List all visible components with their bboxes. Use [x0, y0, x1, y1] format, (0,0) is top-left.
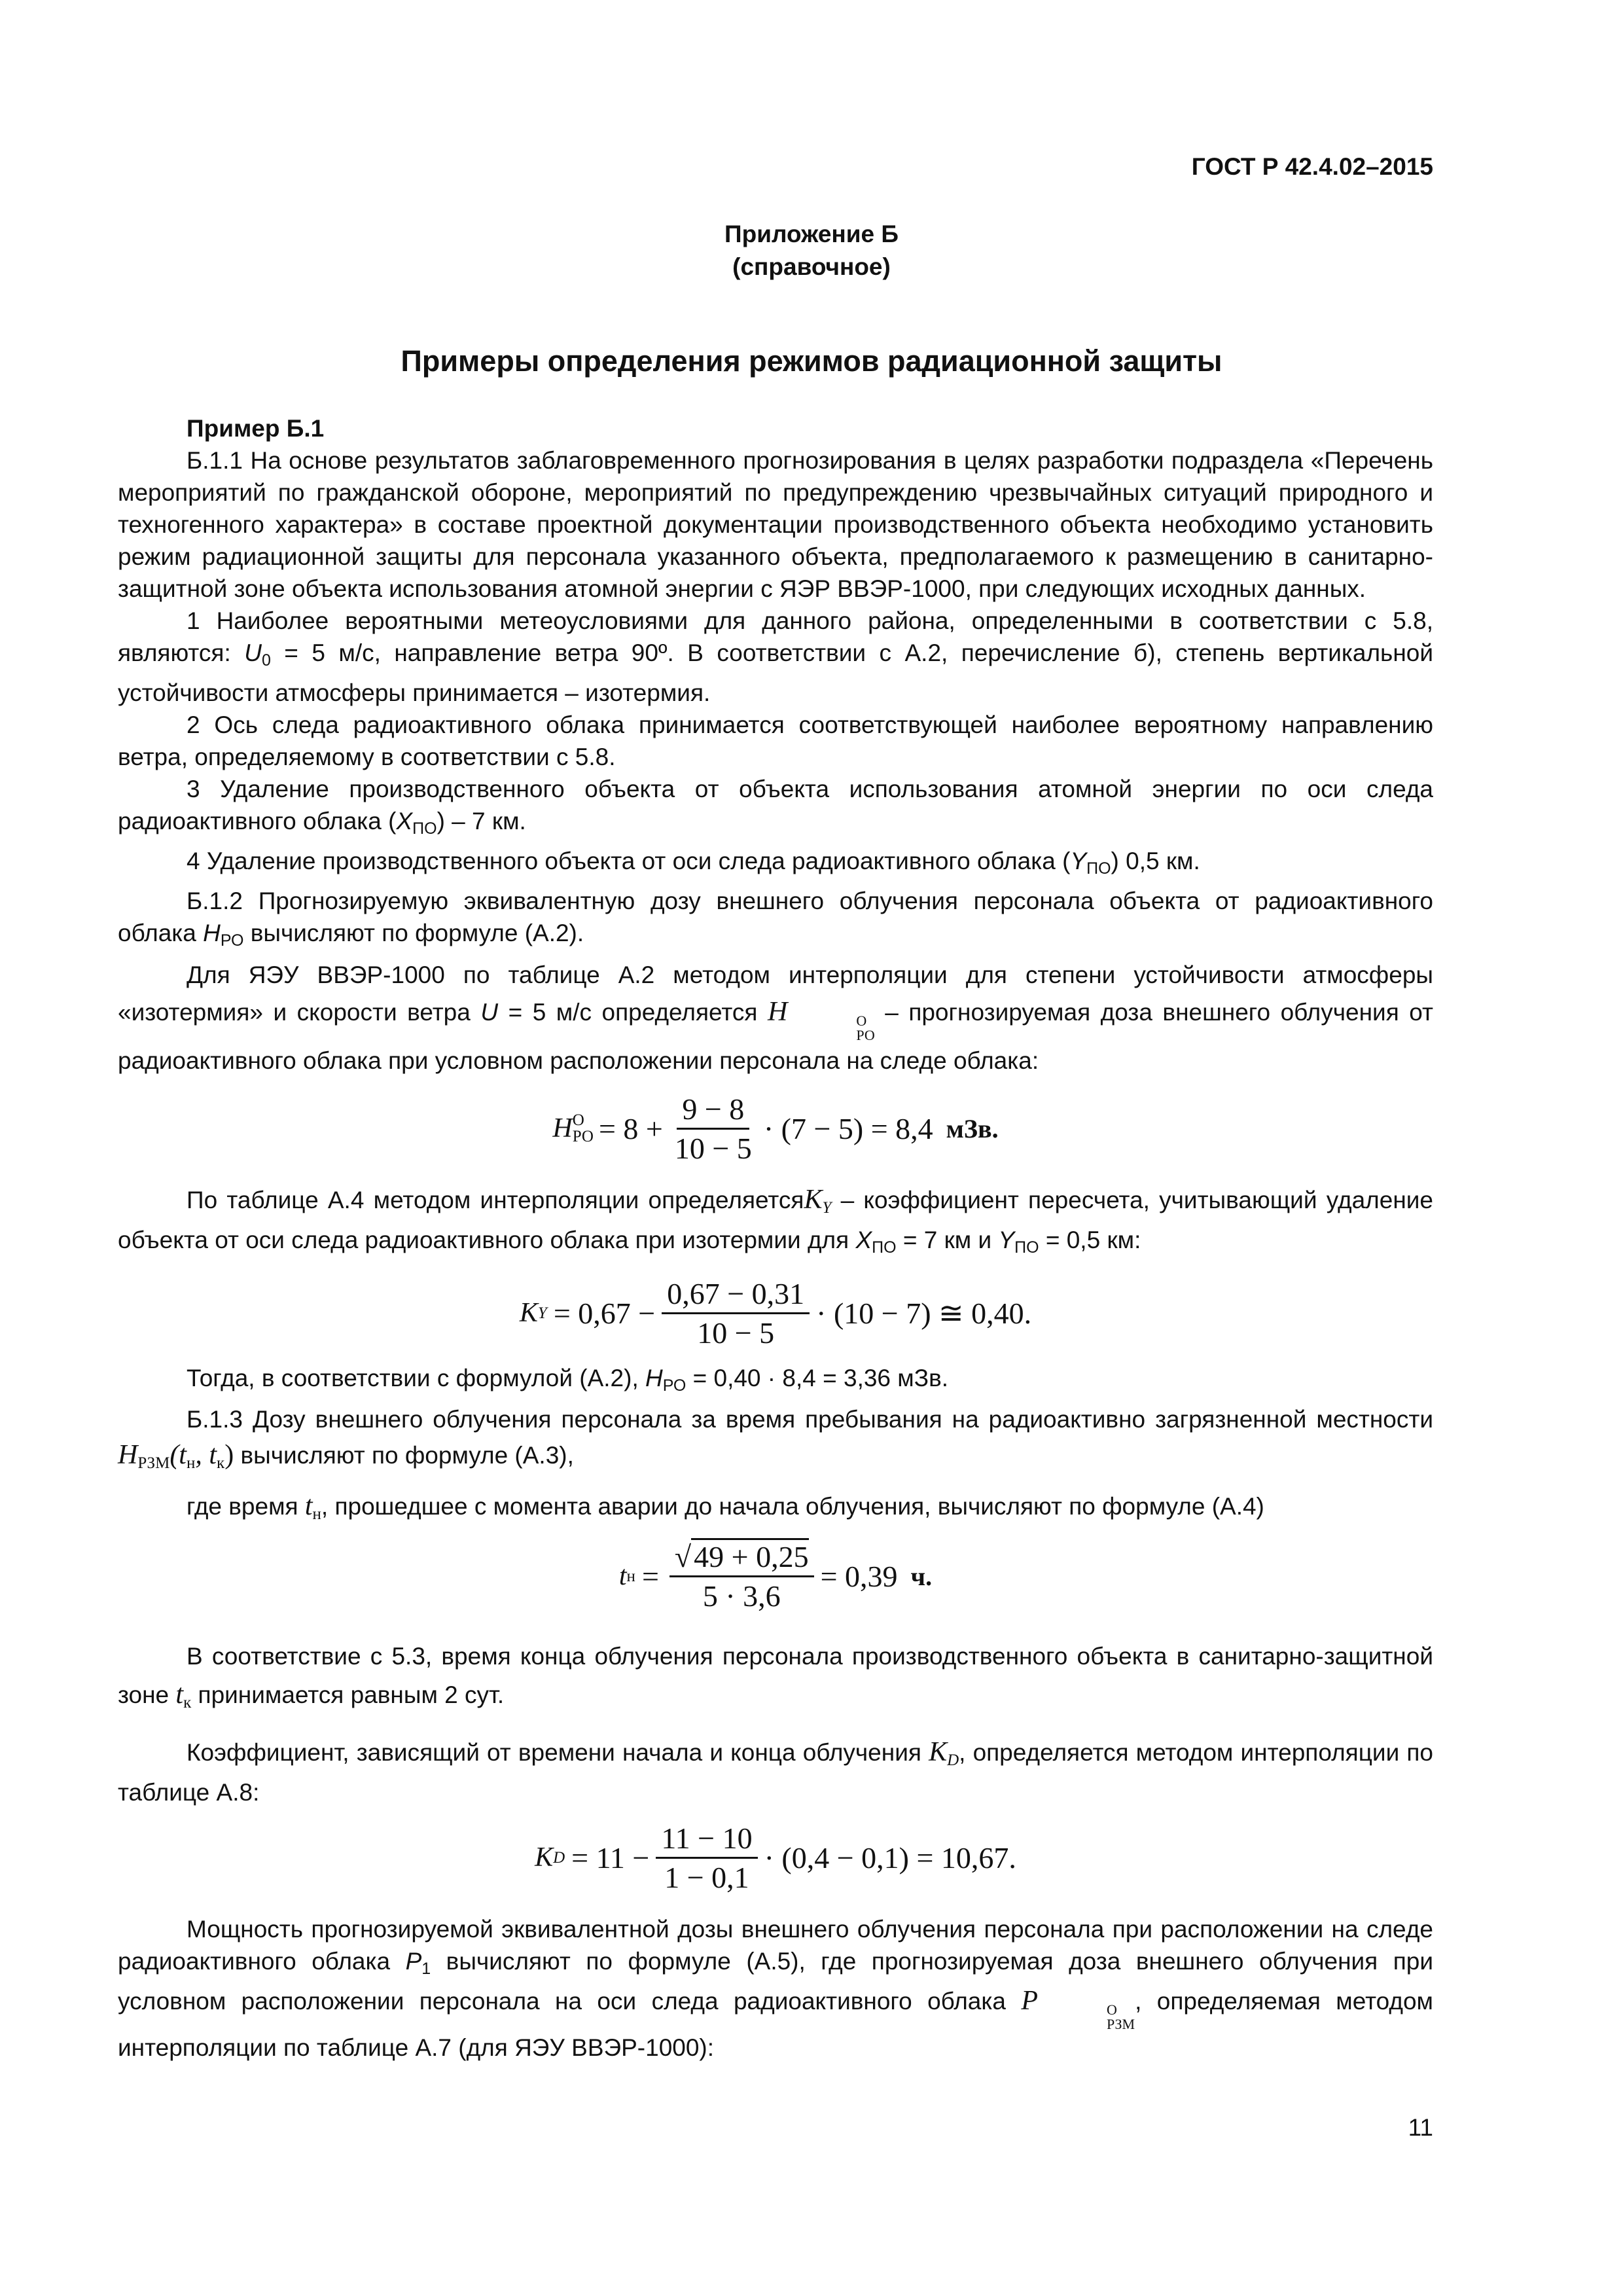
paragraph-b11: Б.1.1 На основе результатов заблаговременного прогнозирования в целях разработки подраздела «Перечень мероприятий по гражданской обороне, мероприятий по предупреждению чрезвычайных ситуаций природного и техногенного характера» в составе проектной документации производственного объекта необходимо установить режим радиационной защиты для персонала указанного объекта, предполагаемого к размещению в санитарно-защитной зоне объекта использования атомной энергии с ЯЭР ВВЭР-1000, при следующих исходных данных. [118, 447, 1433, 602]
paragraph-tk: В соответствие с 5.3, время конца облучения персонала производственного объекта в санитарно-защитной зоне $t_к$ принимается равным 2 сут. [118, 1643, 1433, 1712]
paragraph-item-4: 4 Удаление производственного объекта от оси следа радиоактивного облака $(Y_{ПО})$ 0,5 км. [187, 848, 1200, 878]
paragraph-item-1: 1 Наиболее вероятными метеоусловиями для данного района, определенными в соответствии с 5.8, являются: $U_0 = 5$ м/с, направление ветра 90º. В соответствии с А.2, перечисление б), степень вертикальной устойчивости атмосферы принимается – изотермия. [118, 607, 1434, 706]
formula-tn: t н = $\frac{√49 + 0,25}{5 \cdot 3,6}$ = 0,39 ч. [118, 1530, 1433, 1622]
example-heading: Пример Б.1 [187, 415, 325, 442]
section-title: Примеры определения режимов радиационной защиты [401, 344, 1222, 378]
paragraph-item-3: 3 Удаление производственного объекта от объекта использования атомной энергии по оси следа радиоактивного облака $(X_{ПО}) - 7$ км. [118, 776, 1433, 838]
paragraph-hro-result: Тогда, в соответствии с формулой (А.2), $H_{РО} = 0,40 \cdot 8,4 = 3,36$ мЗв. [187, 1365, 949, 1395]
page-number: 11 [1408, 2114, 1433, 2141]
paragraph-b13: Б.1.3 Дозу внешнего облучения персонала за время пребывания на радиоактивно загрязненной местности $H_{РЗМ}(t_н$, $t_к$) вычисляют по формуле (А.3), [118, 1406, 1433, 1472]
formula-hro: H О РО = 8 + $\frac{9 - 8}{10 - 5}$ · (7 − 5) = 8,4 мЗв. [552, 1092, 999, 1165]
paragraph-item-2: 2 Ось следа радиоактивного облака принимается соответствующей наиболее вероятному направлению ветра, определяемому в соответствии с 5.8. [118, 711, 1433, 770]
paragraph-b12: Б.1.2 Прогнозируемую эквивалентную дозу внешнего облучения персонала объекта от радиоактивного облака $H_{РО}$ вычисляют по формуле (А.2). [118, 888, 1433, 950]
document-code: ГОСТ Р 42.4.02–2015 [1191, 153, 1433, 180]
appendix-label: Приложение Б [724, 221, 899, 247]
paragraph-table-a4: По таблице А.4 методом интерполяции определяетсяK$_Y$ – коэффициент пересчета, учитывающий удаление объекта от оси следа радиоактивного облака при изотермии для $X_{ПО} = 7$ км и $Y_{ПО} = 0,5$ км: [118, 1185, 1433, 1257]
paragraph-kd: Коэффициент, зависящий от времени начала и конца облучения $K_D$, определяется методом интерполяции по таблице А.8: [118, 1737, 1434, 1806]
formula-kd: K D = 11 − $\frac{11 - 10}{1 - 0,1}$ · (0,4 − 0,1) = 10,67. [535, 1821, 1016, 1894]
document-body [118, 412, 1433, 2064]
formula-ky: K Y = 0,67 − $\frac{0,67 - 0,31}{10 - 5}$ · (10 − 7) ≅ 0,40. [519, 1276, 1032, 1350]
appendix-type: (справочное) [732, 253, 891, 280]
paragraph-table-a2: Для ЯЭУ ВВЭР-1000 по таблице А.2 методом интерполяции для степени устойчивости атмосферы «изотермия» и скорости ветра U = 5 м/с определяется H О РО – прогнозируемая доза внешнего облучения от радиоактивного облака при условном расположении персонала на следе облака: [118, 961, 1433, 1074]
paragraph-p1: Мощность прогнозируемой эквивалентной дозы внешнего облучения персонала при расположении на следе радиоактивного облака $P_1$ вычисляют по формуле (А.5), где прогнозируемая доза внешнего облучения при условном расположении персонала на оси следа радиоактивного облака P О РЗМ , определяемая методом интерполяции по таблице А.7 (для ЯЭУ ВВЭР-1000): [118, 1916, 1433, 2061]
paragraph-tn: где время $t_н$, прошедшее с момента аварии до начала облучения, вычисляют по формуле (А.4) [187, 1491, 1264, 1523]
appendix-heading [0, 218, 1623, 283]
